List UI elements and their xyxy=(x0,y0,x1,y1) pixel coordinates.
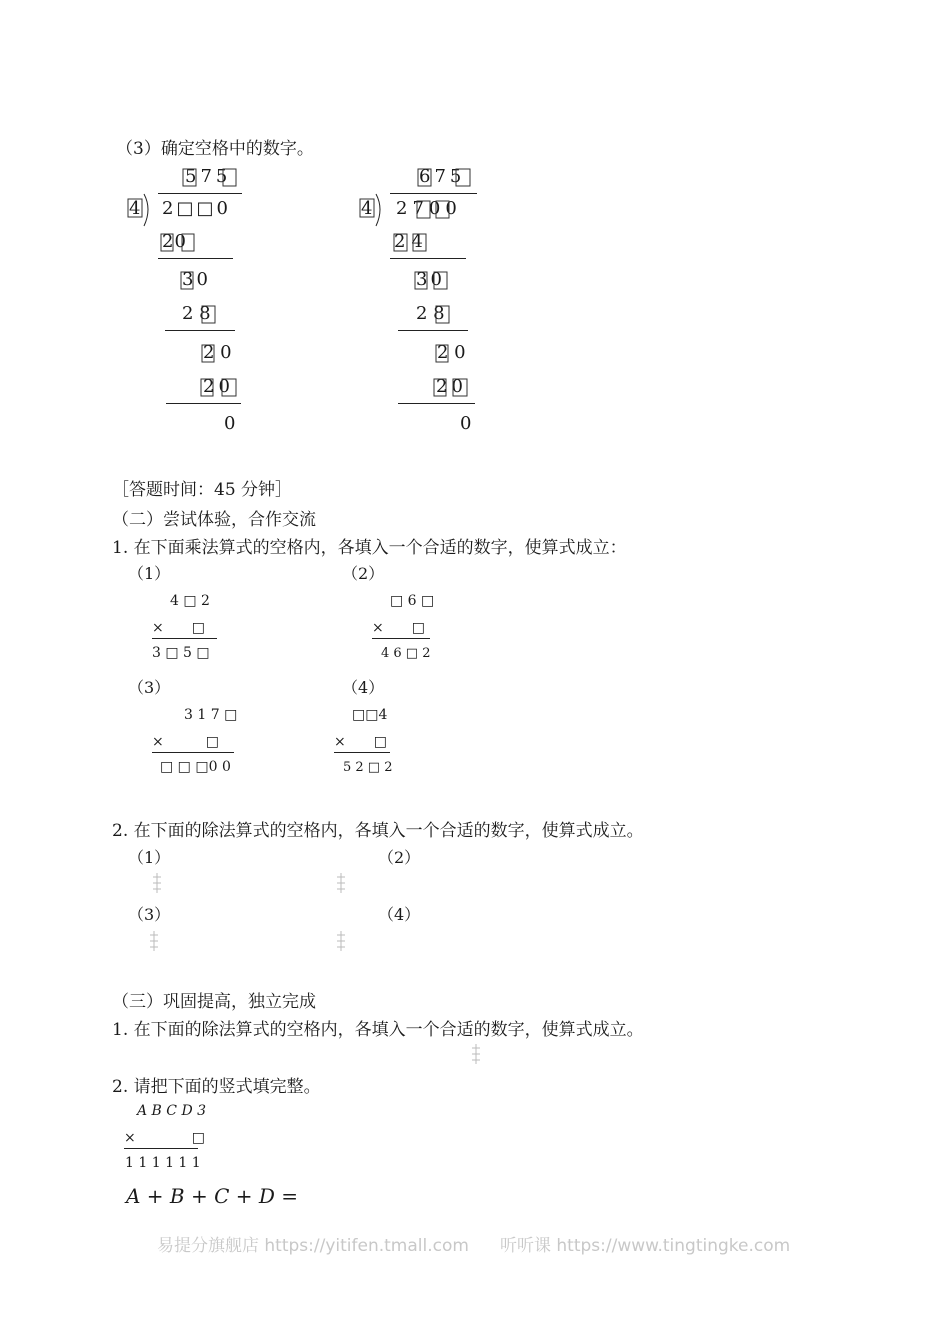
div-label-4: （4） xyxy=(378,905,421,924)
step2-boxes xyxy=(180,269,220,293)
step5-boxes-2 xyxy=(433,376,473,400)
section3-title: （三）巩固提高，独立完成 xyxy=(112,992,316,1012)
label: （1） xyxy=(128,564,171,583)
answer-time: ［答题时间：45 分钟］ xyxy=(112,480,293,500)
line-4 xyxy=(390,258,466,259)
mult-mid: × □ xyxy=(372,620,425,636)
question3-text: 1. 在下面的除法算式的空格内，各填入一个合适的数字，使算式成立。 xyxy=(112,1020,644,1040)
label: （4） xyxy=(342,678,385,697)
dividend-2: 2700 xyxy=(396,198,462,219)
mult-mid: × □ xyxy=(334,734,387,750)
line-5 xyxy=(398,330,468,331)
abcd-mid: × □ xyxy=(124,1130,205,1146)
line-1 xyxy=(158,258,233,259)
quotient-boxes-2 xyxy=(415,166,485,196)
step4-2: 2 0 xyxy=(437,342,466,363)
dividend-boxes-2 xyxy=(414,198,464,222)
placeholder-image-icon xyxy=(335,872,347,894)
mult-top: 3 1 7 □ xyxy=(184,707,238,723)
mult-top: 4 □ 2 xyxy=(170,593,210,609)
step3-box-2 xyxy=(435,303,455,327)
step1-boxes xyxy=(160,231,200,255)
mult-line xyxy=(334,752,390,753)
step2-boxes-2 xyxy=(414,269,454,293)
step2-2: 30 xyxy=(416,269,445,290)
step4-box xyxy=(201,342,221,366)
mult-top: □ 6 □ xyxy=(390,593,435,609)
step3-box xyxy=(201,303,221,327)
footer-right: 听听课 https://www.tingtingke.com xyxy=(500,1236,791,1256)
mult-mid: × □ xyxy=(152,734,219,750)
remainder-2: 0 xyxy=(460,413,472,434)
divisor-box xyxy=(128,194,148,228)
mult-bot: 3 □ 5 □ xyxy=(152,645,210,661)
question2-text: 2. 在下面的除法算式的空格内，各填入一个合适的数字，使算式成立。 xyxy=(112,821,644,841)
mult-bot: □ □ □0 0 xyxy=(160,759,231,775)
line-2 xyxy=(165,330,235,331)
footer-left: 易提分旗舰店 https://yitifen.tmall.com xyxy=(157,1236,469,1256)
div-label-2: （2） xyxy=(378,848,421,867)
placeholder-image-icon xyxy=(335,930,347,952)
abcd-top: A B C D 3 xyxy=(137,1103,207,1119)
step3-2: 2 8 xyxy=(416,303,445,324)
step5-1: 20 xyxy=(203,376,234,397)
label: （2） xyxy=(342,564,385,583)
quotient-boxes xyxy=(180,166,250,196)
sum-equation: A + B + C + D = xyxy=(126,1184,299,1208)
mult-line xyxy=(152,638,217,639)
mult-line xyxy=(152,752,234,753)
part3-title: （3）确定空格中的数字。 xyxy=(116,139,314,159)
label: （3） xyxy=(128,678,171,697)
div-label-3: （3） xyxy=(128,905,171,924)
quotient-digits: 575 xyxy=(185,166,232,187)
division-bar xyxy=(158,193,242,194)
mult-bot: 5 2 □ 2 xyxy=(343,760,393,775)
mult-line xyxy=(372,638,430,639)
divisor-2: 4 xyxy=(361,198,373,219)
mult-mid: × □ xyxy=(152,620,205,636)
step1-2: 24 xyxy=(394,231,429,252)
step2-1: 30 xyxy=(182,269,211,290)
step4-1: 2 0 xyxy=(203,342,232,363)
step5-boxes xyxy=(200,376,240,400)
step1-boxes-2 xyxy=(393,231,433,255)
placeholder-image-icon xyxy=(151,872,163,894)
question4-text: 2. 请把下面的竖式填完整。 xyxy=(112,1077,321,1097)
div-label-1: （1） xyxy=(128,848,171,867)
section2-title: （二）尝试体验，合作交流 xyxy=(112,510,316,530)
dividend-1: 2□□0 xyxy=(162,198,231,219)
placeholder-image-icon xyxy=(470,1043,482,1065)
question1-text: 1. 在下面乘法算式的空格内，各填入一个合适的数字，使算式成立： xyxy=(112,538,627,558)
step4-box-2 xyxy=(435,342,455,366)
line-6 xyxy=(398,403,475,404)
step3-1: 2 8 xyxy=(182,303,211,324)
abcd-bot: 1 1 1 1 1 1 xyxy=(125,1155,201,1171)
abcd-line xyxy=(124,1148,198,1149)
division-bar-2 xyxy=(390,193,477,194)
mult-top: □□4 xyxy=(352,707,388,723)
divisor-box-2 xyxy=(360,194,380,228)
step1-1: 20 xyxy=(162,231,187,252)
quotient-2: 675 xyxy=(419,166,466,187)
divisor-1: 4 xyxy=(129,198,141,219)
line-3 xyxy=(166,403,241,404)
step5-2: 20 xyxy=(436,376,467,397)
placeholder-image-icon xyxy=(148,930,160,952)
mult-bot: 4 6 □ 2 xyxy=(381,646,431,661)
remainder-1: 0 xyxy=(224,413,236,434)
